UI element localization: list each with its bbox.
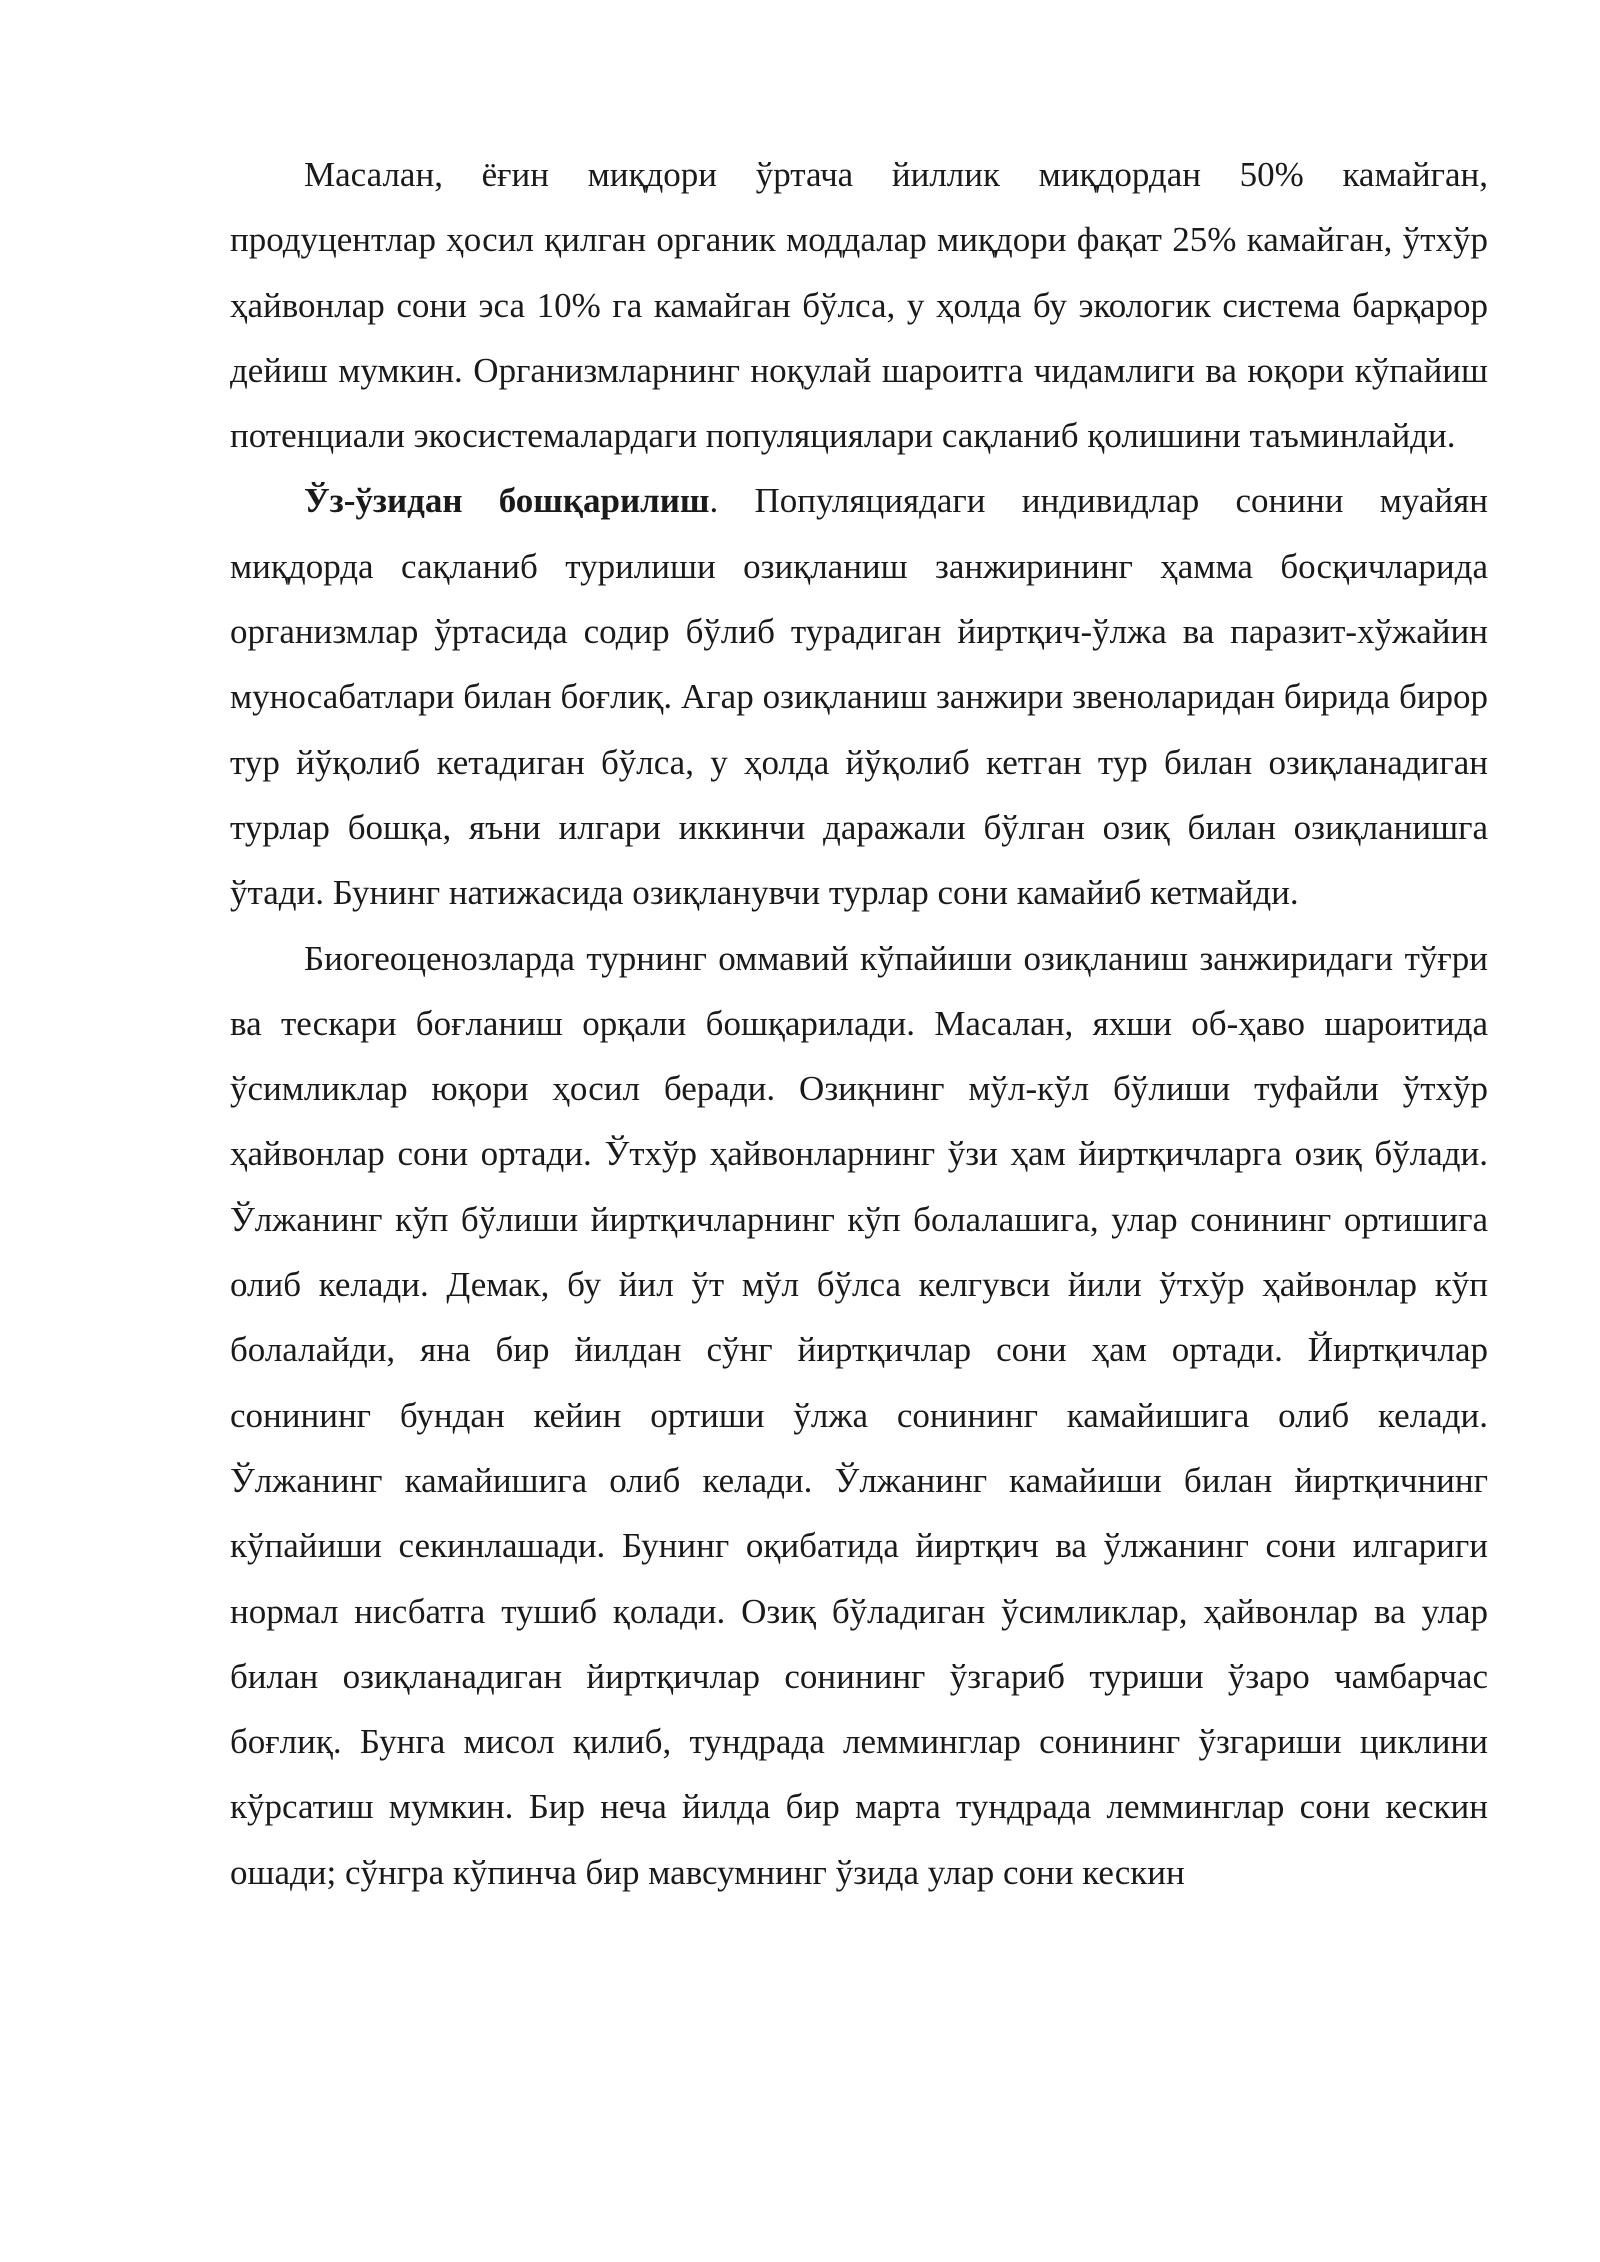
document-body [230, 142, 1488, 1905]
paragraph-3 [230, 926, 1488, 1905]
paragraph-3-text: Биогеоценозларда турнинг оммавий кўпайиши озиқланиш занжиридаги тўғри ва тескари боғланиш орқали бошқарилади. Масалан, яхши об-ҳаво шароитида ўсимликлар юқори ҳосил беради. Озиқнинг мўл-кўл бўлиши туфайли ўтхўр ҳайвонлар сони ортади. Ўтхўр ҳайвонларнинг ўзи ҳам йиртқичларга озиқ бўлади. Ўлжанинг кўп бўлиши йиртқичларнинг кўп болалашига, улар сонининг ортишига олиб келади. Демак, бу йил ўт мўл бўлса келгувси йили ўтхўр ҳайвонлар кўп болалайди, яна бир йилдан сўнг йиртқичлар сони ҳам ортади. Йиртқичлар сонининг бундан кейин ортиши ўлжа сонининг камайишига олиб келади. Ўлжанинг камайишига олиб келади. Ўлжанинг камайиши билан йиртқичнинг кўпайиши секинлашади. Бунинг оқибатида йиртқич ва ўлжанинг сони илгариги нормал нисбатга тушиб қолади. Озиқ бўладиган ўсимликлар, ҳайвонлар ва улар билан озиқланадиган йиртқичлар сонининг ўзгариб туриши ўзаро чамбарчас боғлиқ. Бунга мисол қилиб, тундрада лемминглар сонининг ўзгариши циклини кўрсатиш мумкин. Бир неча йилда бир марта тундрада лемминглар сони кескин ошади; сўнгра кўпинча бир мавсумнинг ўзида улар сони кескин [230, 938, 1488, 1892]
paragraph-2 [230, 468, 1488, 925]
paragraph-2-heading: Ўз-ўзидан бошқарилиш [304, 481, 710, 521]
paragraph-1-text: Масалан, ёғин миқдори ўртача йиллик миқдордан 50% камайган, продуцентлар ҳосил қилган органик моддалар миқдори фақат 25% камайган, ўтхўр ҳайвонлар сони эса 10% га камайган бўлса, у ҳолда бу экологик система барқарор дейиш мумкин. Организмларнинг ноқулай шароитга чидамлиги ва юқори кўпайиш потенциали экосистемалардаги популяциялари сақланиб қолишини таъминлайди. [230, 155, 1488, 456]
paragraph-2-text: . Популяциядаги индивидлар сонини муайян миқдорда сақланиб турилиши озиқланиш занжирининг ҳамма босқичларида организмлар ўртасида содир бўлиб турадиган йиртқич-ўлжа ва паразит-хўжайин муносабатлари билан боғлиқ. Агар озиқланиш занжири звеноларидан бирида бирор тур йўқолиб кетадиган бўлса, у ҳолда йўқолиб кетган тур билан озиқланадиган турлар бошқа, яъни илгари иккинчи даражали бўлган озиқ билан озиқланишга ўтади. Бунинг натижасида озиқланувчи турлар сони камайиб кетмайди. [230, 481, 1488, 913]
paragraph-1 [230, 142, 1488, 468]
